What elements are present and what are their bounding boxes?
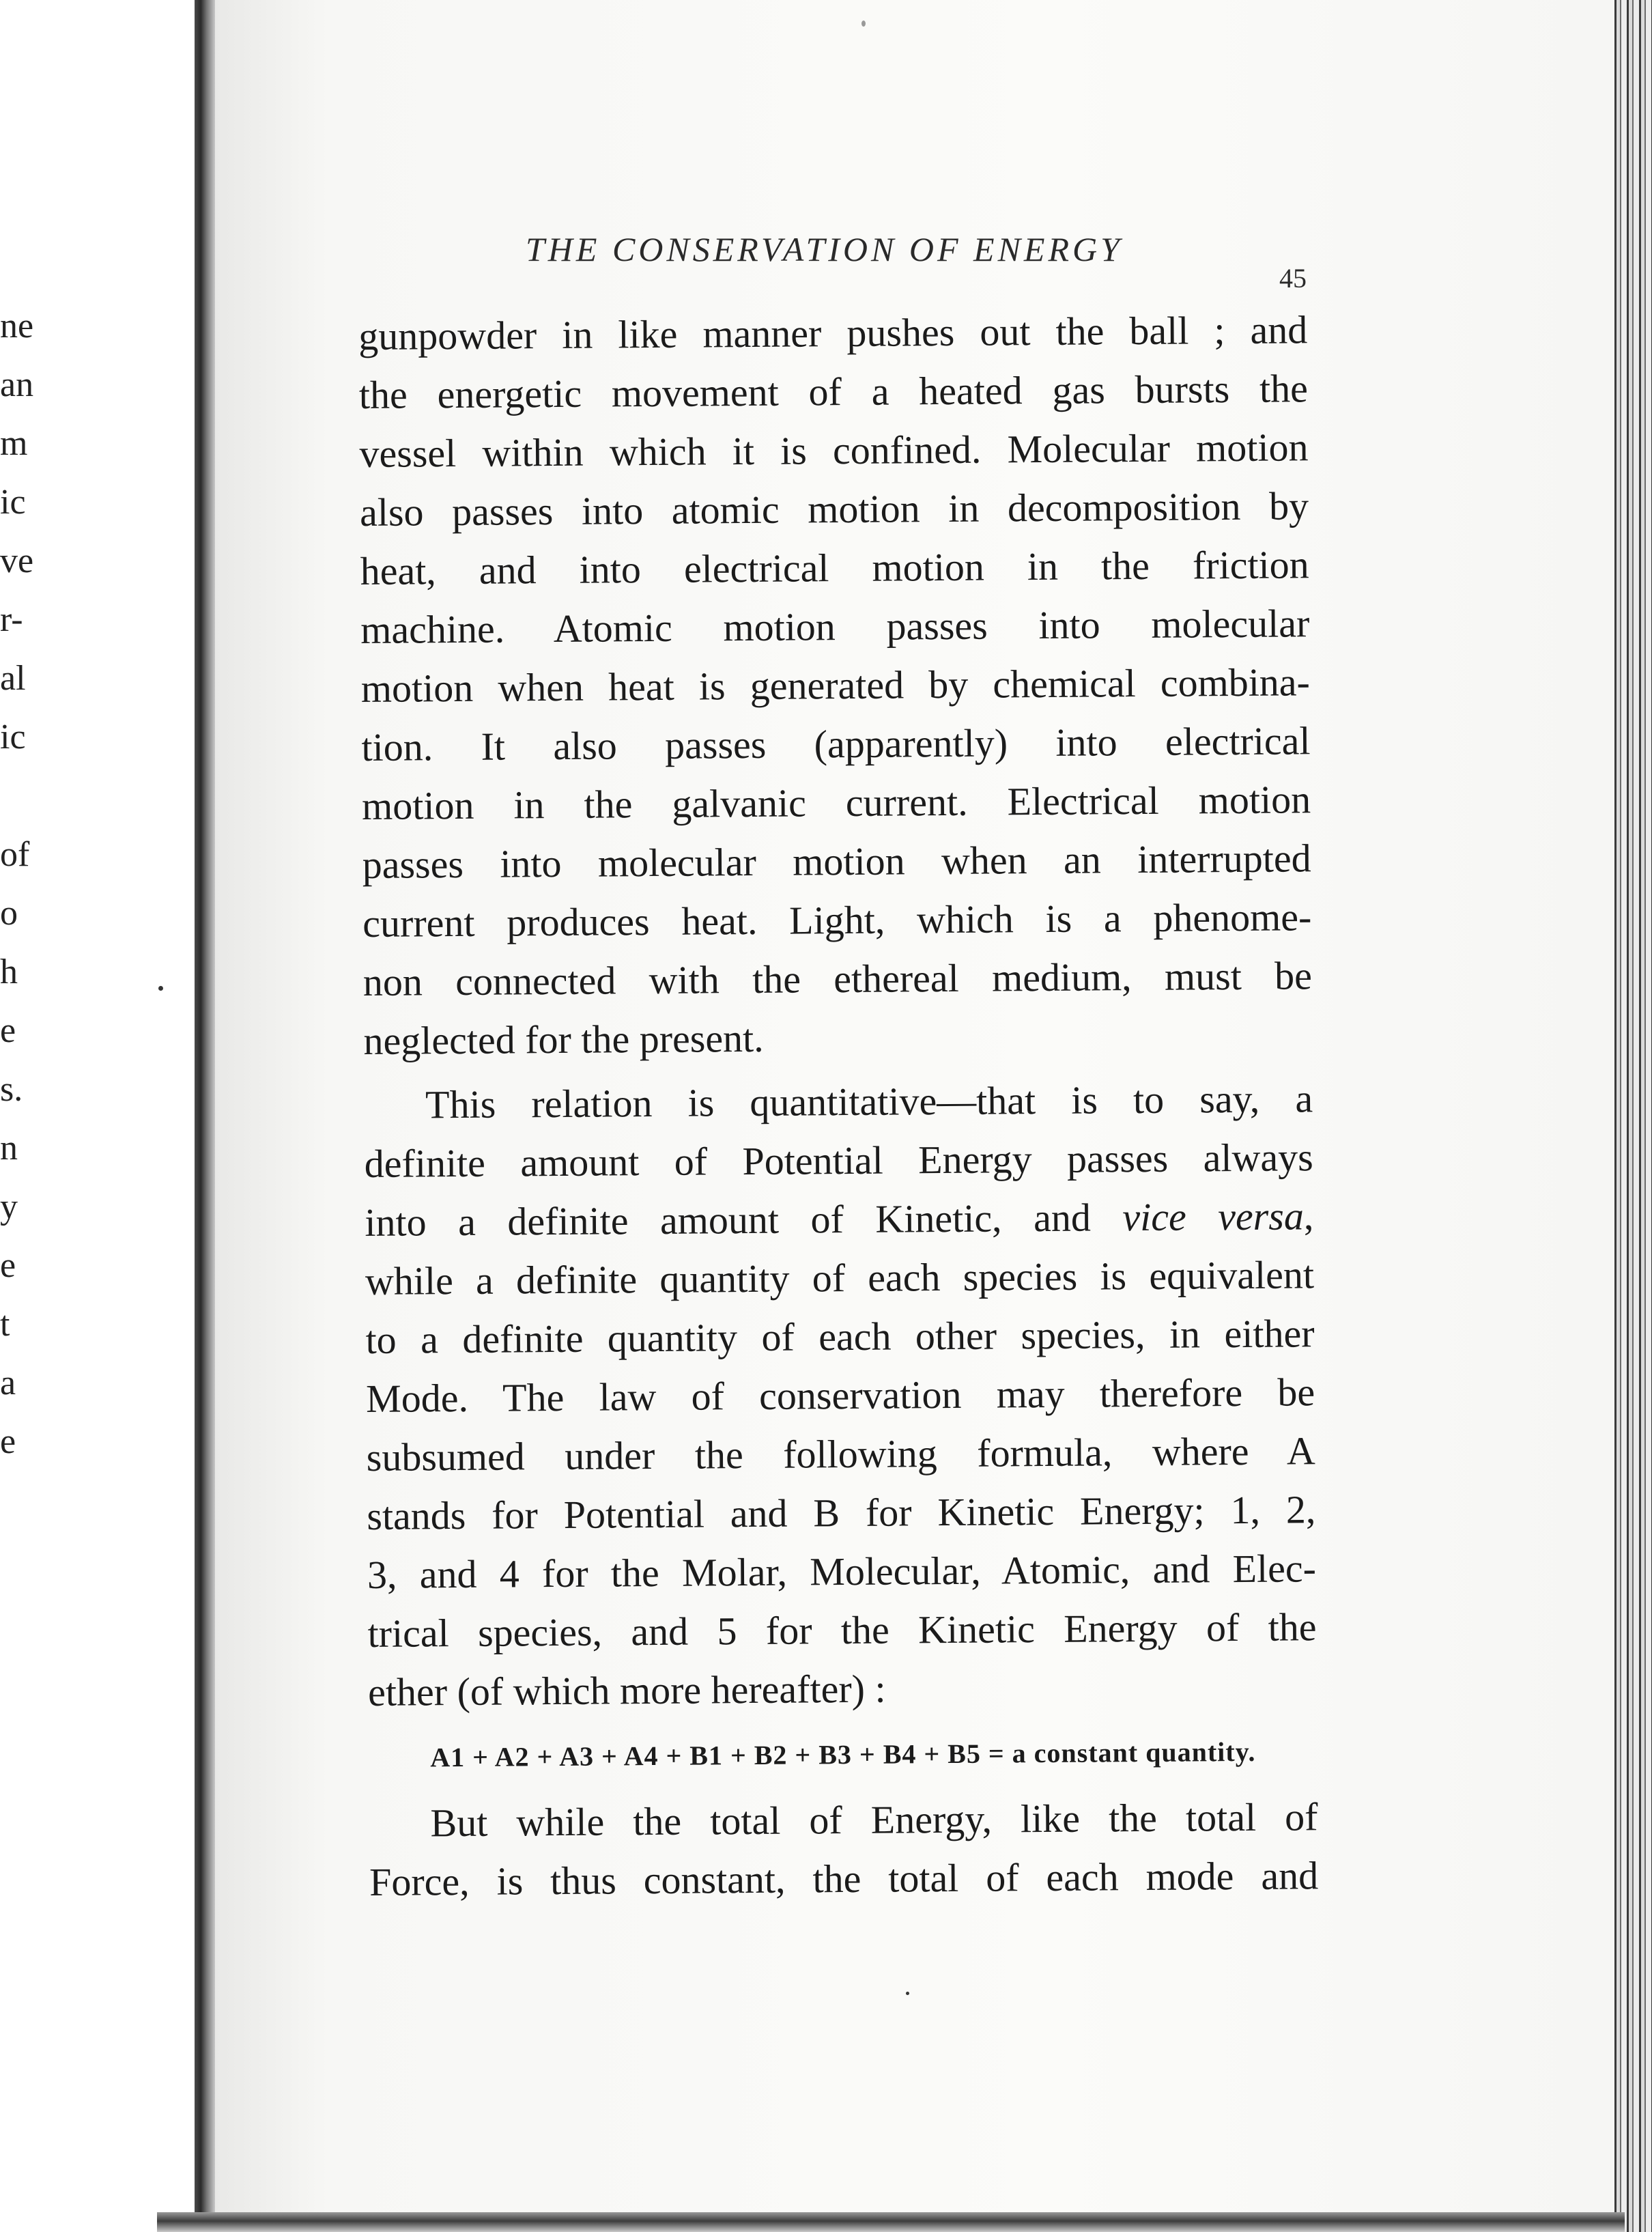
- left-page-fragment: e: [0, 1246, 16, 1285]
- text-line: tion. It also passes (apparently) into electrical: [361, 718, 1311, 769]
- scan-speck: [158, 986, 163, 991]
- text-line: into a definite amount of Kinetic, and vice versa,: [365, 1193, 1314, 1245]
- left-page-fragment: m: [0, 424, 28, 463]
- left-page-fragment: ic: [0, 718, 26, 757]
- bottom-page-edge: [157, 2212, 1625, 2232]
- italic-phrase: vice versa: [1122, 1193, 1305, 1240]
- text-line: This relation is quantitative—that is to say, a: [425, 1076, 1313, 1127]
- left-page-fragment: a: [0, 1364, 16, 1402]
- left-page-fragment: t: [0, 1305, 10, 1344]
- text-line: non connected with the ethereal medium, must be: [362, 953, 1313, 1004]
- left-page-fragment: r-: [0, 600, 23, 639]
- left-page-fragment: of: [0, 835, 30, 874]
- text-line: 3, and 4 for the Molar, Molecular, Atomic, and Elec-: [367, 1546, 1317, 1597]
- text-line: stands for Potential and B for Kinetic Energy; 1, 2,: [367, 1487, 1316, 1538]
- page-edge-stack: [1614, 0, 1652, 2232]
- page-number: 45: [1279, 263, 1307, 294]
- scan-speck: [861, 20, 866, 27]
- left-page-fragment: ic: [0, 483, 26, 522]
- text-line: trical species, and 5 for the Kinetic Energy of the: [367, 1605, 1317, 1656]
- left-facing-page: [0, 0, 195, 2232]
- scan-speck: [906, 1992, 909, 1995]
- text-line: neglected for the present.: [363, 1015, 764, 1063]
- left-page-fragment: h: [0, 952, 18, 991]
- text-line: current produces heat. Light, which is a phenome-: [362, 894, 1312, 946]
- text-line: motion in the galvanic current. Electrical motion: [361, 777, 1311, 828]
- text-line: while a definite quantity of each species is equivalent: [365, 1252, 1315, 1303]
- left-page-fragment: ne: [0, 307, 34, 345]
- text-line: Mode. The law of conservation may therefore be: [365, 1370, 1315, 1421]
- text-line: passes into molecular motion when an interrupted: [362, 836, 1311, 887]
- left-page-fragment: s.: [0, 1070, 23, 1109]
- text-line: machine. Atomic motion passes into molecular: [360, 601, 1310, 652]
- text-line: But while the total of Energy, like the total of: [430, 1794, 1318, 1846]
- text-line: heat, and into electrical motion in the friction: [360, 542, 1309, 593]
- running-head: THE CONSERVATION OF ENERGY: [526, 230, 1123, 268]
- text-line: motion when heat is generated by chemical combina-: [360, 660, 1311, 711]
- left-page-fragment: e: [0, 1011, 16, 1050]
- left-page-fragment: n: [0, 1129, 18, 1168]
- text-line: the energetic movement of a heated gas bursts the: [358, 366, 1309, 417]
- left-page-fragment: y: [0, 1187, 18, 1226]
- left-page-fragment: e: [0, 1422, 16, 1461]
- text-line: vessel within which it is confined. Molecular motion: [359, 425, 1309, 476]
- left-page-fragment: an: [0, 365, 34, 404]
- text-line: definite amount of Potential Energy passes always: [364, 1135, 1313, 1186]
- left-page-fragment: al: [0, 659, 26, 698]
- text-line: also passes into atomic motion in decomposition by: [359, 483, 1309, 535]
- text-line: ether (of which more hereafter) :: [367, 1666, 886, 1714]
- text-line: subsumed under the following formula, where A: [366, 1428, 1315, 1480]
- conservation-formula: A1 + A2 + A3 + A4 + B1 + B2 + B3 + B4 + B5 = a constant quantity.: [430, 1736, 1256, 1773]
- left-page-fragment: o: [0, 894, 18, 933]
- left-page-fragment: ve: [0, 541, 34, 580]
- text-line: Force, is thus constant, the total of each mode and: [369, 1853, 1319, 1904]
- text-line: gunpowder in like manner pushes out the ball ; and: [358, 307, 1308, 358]
- body-text: [358, 300, 1318, 1912]
- text-line: to a definite quantity of each other species, in either: [365, 1311, 1315, 1362]
- binding-gutter: [195, 0, 215, 2232]
